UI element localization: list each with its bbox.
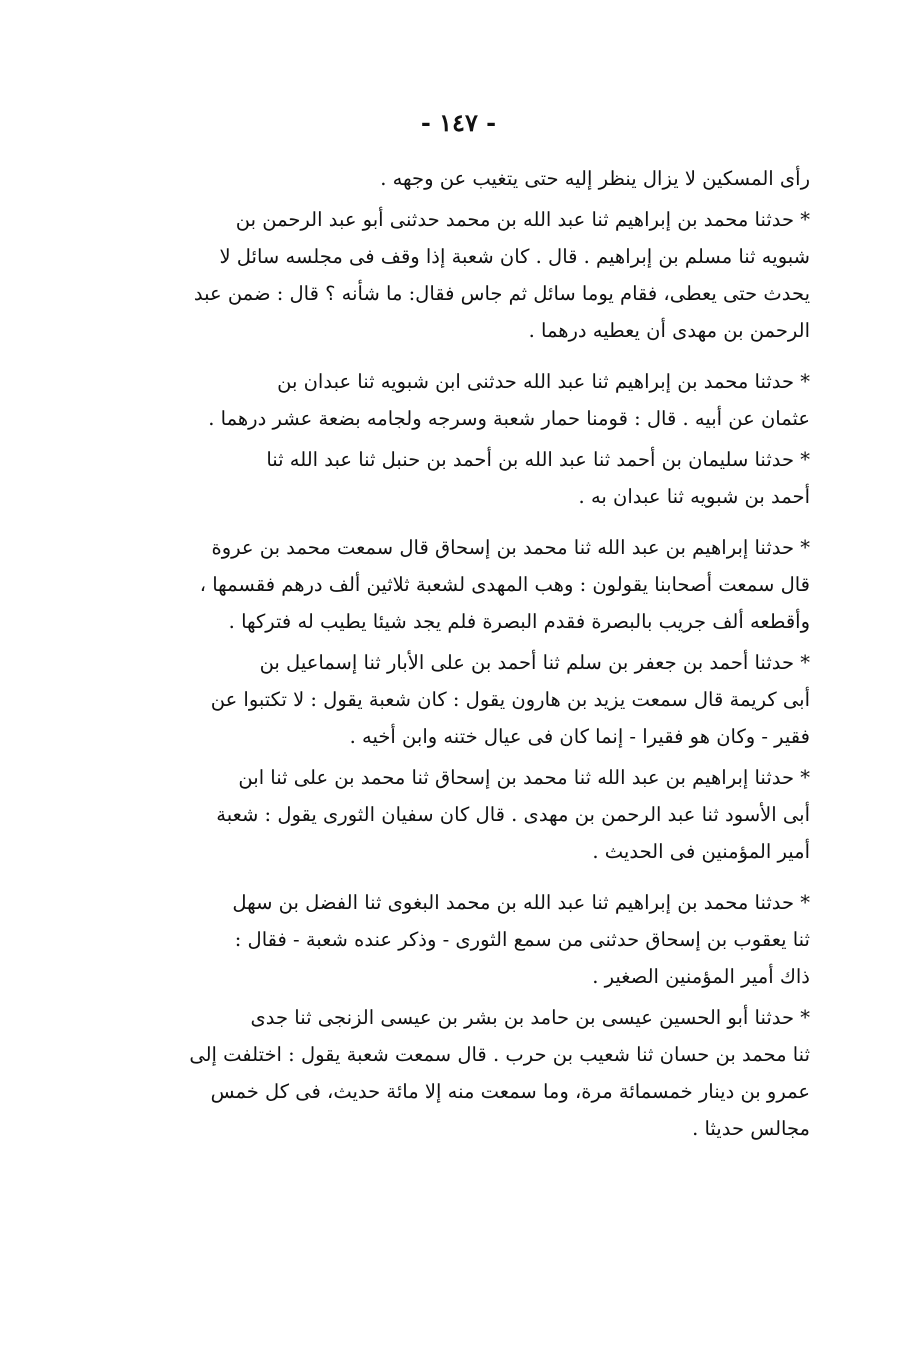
text-line: * حدثنا محمد بن إبراهيم ثنا عبد الله بن محمد حدثنى أبو عبد الرحمن بن: [235, 208, 810, 231]
paragraph: [150, 160, 810, 197]
text-line: وأقطعه ألف جريب بالبصرة فقدم البصرة فلم يجد شيئا يطيب له فتركها .: [228, 610, 810, 633]
text-line: فقير - وكان هو فقيرا - إنما كان فى عيال ختنه وابن أخيه .: [349, 725, 810, 748]
paragraph: [150, 529, 810, 640]
text-line: * حدثنا إبراهيم بن عبد الله ثنا محمد بن إسحاق ثنا محمد بن على ثنا ابن: [238, 766, 810, 789]
text-line: الرحمن بن مهدى أن يعطيه درهما .: [528, 319, 810, 342]
paragraph: [150, 884, 810, 995]
text-line: عثمان عن أبيه . قال : قومنا حمار شعبة وسرجه ولجامه بضعة عشر درهما .: [208, 407, 810, 430]
text-line: * حدثنا أبو الحسين عيسى بن حامد بن بشر بن عيسى الزنجى ثنا جدى: [250, 1006, 810, 1029]
text-line: * حدثنا أحمد بن جعفر بن سلم ثنا أحمد بن على الأبار ثنا إسماعيل بن: [259, 651, 810, 674]
text-line: * حدثنا محمد بن إبراهيم ثنا عبد الله حدثنى ابن شبويه ثنا عبدان بن: [277, 370, 810, 393]
text-line: أحمد بن شبويه ثنا عبدان به .: [578, 485, 810, 508]
text-line: عمرو بن دينار خمسمائة مرة، وما سمعت منه إلا مائة حديث، فى كل خمس: [210, 1080, 810, 1103]
text-line: * حدثنا محمد بن إبراهيم ثنا عبد الله بن محمد البغوى ثنا الفضل بن سهل: [232, 891, 810, 914]
text-line: ذاك أمير المؤمنين الصغير .: [592, 965, 810, 988]
page-number: - ١٤٧ -: [420, 108, 497, 137]
text-line: شبويه ثنا مسلم بن إبراهيم . قال . كان شعبة إذا وقف فى مجلسه سائل لا: [219, 245, 810, 268]
text-line: قال سمعت أصحابنا يقولون : وهب المهدى لشعبة ثلاثين ألف درهم فقسمها ،: [199, 573, 810, 596]
text-line: أبى الأسود ثنا عبد الرحمن بن مهدى . قال كان سفيان الثورى يقول : شعبة: [216, 803, 810, 826]
paragraph: [150, 201, 810, 349]
text-line: مجالس حديثا .: [692, 1117, 810, 1140]
text-line: * حدثنا إبراهيم بن عبد الله ثنا محمد بن إسحاق قال سمعت محمد بن عروة: [211, 536, 810, 559]
text-line: ثنا محمد بن حسان ثنا شعيب بن حرب . قال سمعت شعبة يقول : اختلفت إلى: [189, 1043, 810, 1066]
paragraph: [150, 363, 810, 437]
text-line: * حدثنا سليمان بن أحمد ثنا عبد الله بن أحمد بن حنبل ثنا عبد الله ثنا: [266, 448, 810, 471]
page-body: [150, 160, 810, 1147]
paragraph: [150, 644, 810, 755]
paragraph: [150, 759, 810, 870]
text-line: أبى كريمة قال سمعت يزيد بن هارون يقول : كان شعبة يقول : لا تكتبوا عن: [210, 688, 810, 711]
paragraph: [150, 999, 810, 1147]
text-line: ثنا يعقوب بن إسحاق حدثنى من سمع الثورى - وذكر عنده شعبة - فقال :: [234, 928, 810, 951]
text-line: يحدث حتى يعطى، فقام يوما سائل ثم جاس فقال: ما شأنه ؟ قال : ضمن عبد: [193, 282, 810, 305]
text-line: أمير المؤمنين فى الحديث .: [592, 840, 810, 863]
text-line: رأى المسكين لا يزال ينظر إليه حتى يتغيب عن وجهه .: [380, 167, 810, 190]
paragraph: [150, 441, 810, 515]
